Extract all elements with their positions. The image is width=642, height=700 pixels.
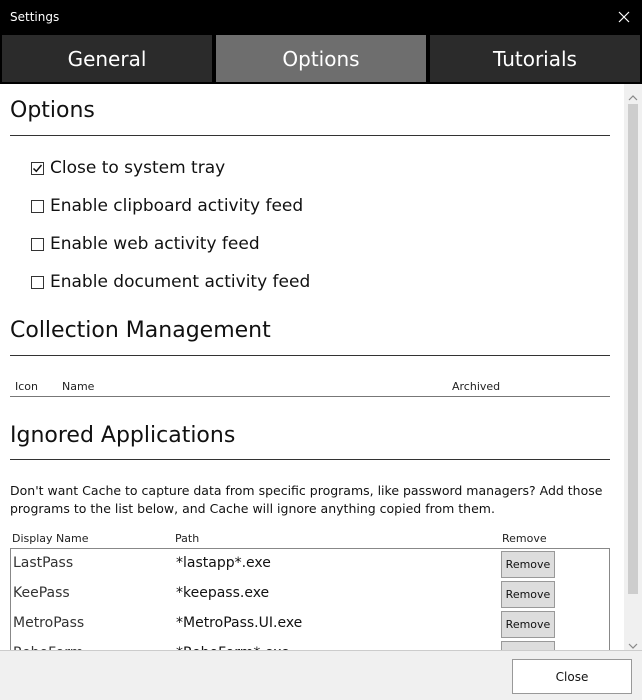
close-to-tray-checkbox[interactable]: [31, 157, 225, 179]
checkbox-unchecked-icon: [31, 276, 44, 289]
checkbox-checked-icon: [31, 162, 44, 175]
clipboard-feed-checkbox[interactable]: [31, 195, 303, 217]
tab-tutorials[interactable]: Tutorials: [430, 35, 640, 82]
options-divider: [10, 135, 610, 136]
app-display-name: KeePass: [13, 585, 70, 601]
options-heading: Options: [10, 98, 95, 123]
remove-button[interactable]: Remove: [501, 611, 555, 638]
column-header-icon[interactable]: Icon: [15, 380, 38, 393]
column-header-remove[interactable]: Remove: [502, 532, 547, 545]
footer-bar: [0, 650, 642, 700]
list-item[interactable]: [11, 549, 609, 579]
tab-options[interactable]: Options: [216, 35, 426, 82]
scroll-up-icon[interactable]: [628, 88, 638, 98]
list-item[interactable]: [11, 609, 609, 639]
vertical-scrollbar[interactable]: [624, 84, 642, 650]
scrollbar-thumb[interactable]: [628, 104, 638, 594]
checkbox-unchecked-icon: [31, 200, 44, 213]
column-header-display-name[interactable]: Display Name: [12, 532, 89, 545]
ignored-heading: Ignored Applications: [10, 423, 236, 448]
title-bar: [0, 0, 642, 34]
scroll-down-icon[interactable]: [628, 636, 638, 646]
close-button[interactable]: Close: [512, 659, 632, 694]
checkbox-label: Close to system tray: [50, 158, 226, 178]
app-display-name: MetroPass: [13, 615, 85, 631]
collection-divider: [10, 355, 610, 356]
checkbox-label: Enable document activity feed: [50, 272, 311, 292]
checkbox-label: Enable web activity feed: [50, 234, 260, 254]
remove-button[interactable]: Remove: [501, 581, 555, 608]
checkbox-unchecked-icon: [31, 238, 44, 251]
checkbox-label: Enable clipboard activity feed: [50, 196, 304, 216]
tab-general[interactable]: General: [2, 35, 212, 82]
app-display-name: LastPass: [13, 555, 74, 571]
column-header-archived[interactable]: Archived: [452, 380, 501, 393]
document-feed-checkbox[interactable]: [31, 271, 310, 293]
list-item[interactable]: [11, 579, 609, 609]
window-title: Settings: [10, 10, 60, 24]
ignored-apps-list[interactable]: [10, 548, 610, 658]
column-header-path[interactable]: Path: [175, 532, 200, 545]
app-path: *MetroPass.UI.exe: [176, 615, 303, 631]
settings-content: [0, 84, 624, 650]
tab-bar: [0, 34, 642, 84]
close-window-icon[interactable]: [612, 5, 636, 29]
column-header-name[interactable]: Name: [62, 380, 95, 393]
ignored-description: Don't want Cache to capture data from specific programs, like password managers? Add those programs to the list below, and Cache will ignore anything copied from them.: [10, 483, 603, 516]
collection-list-border: [10, 396, 610, 397]
web-feed-checkbox[interactable]: [31, 233, 260, 255]
collection-heading: Collection Management: [10, 318, 271, 343]
ignored-divider: [10, 459, 610, 460]
app-path: *lastapp*.exe: [176, 555, 271, 571]
app-path: *keepass.exe: [176, 585, 270, 601]
remove-button[interactable]: Remove: [501, 551, 555, 578]
